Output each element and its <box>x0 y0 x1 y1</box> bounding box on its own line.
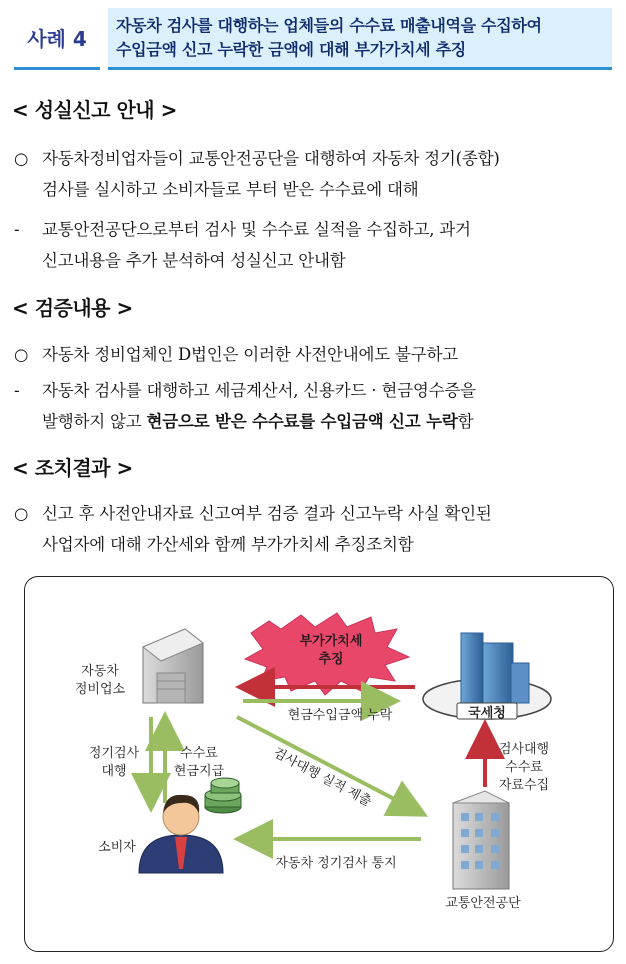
burst-line2: 추징 <box>318 652 344 667</box>
result-p1-line1: 신고 후 사전안내자료 신고여부 검증 결과 신고누락 사실 확인된 <box>42 504 492 523</box>
inspection-proxy-line1: 정기검사 <box>88 746 140 761</box>
repair-shop-label <box>55 663 145 699</box>
inspection-proxy-label <box>79 745 149 781</box>
verify-p2-line1: 자동차 검사를 대행하고 세금계산서, 신용카드 · 현금영수증을 <box>42 381 476 400</box>
verify-p2-line2-bold: 현금으로 받은 수수료를 수입금액 신고 누락 <box>146 412 458 431</box>
arrow-unreported-label: 현금수입금액 누락 <box>287 708 393 723</box>
verify-p2-line2 <box>14 406 614 437</box>
bullet-circle-icon: ○ <box>14 149 29 168</box>
guide-p2-line1: 교통안전공단으로부터 검사 및 수수료 실적을 수집하고, 과거 <box>42 220 471 239</box>
arrow-notice-label: 자동차 정기검사 통지 <box>275 856 397 871</box>
guide-paragraph-2 <box>14 214 614 276</box>
verify-paragraph-2 <box>14 375 614 437</box>
repair-shop-label-text: 자동차 정비업소 <box>74 664 126 697</box>
repair-shop-building-icon <box>143 629 203 703</box>
fee-payment-line1: 수수료 <box>180 746 218 761</box>
result-paragraph-1 <box>14 498 614 560</box>
bullet-circle-icon: ○ <box>14 345 29 364</box>
collect-data-line3: 자료수집 <box>498 778 550 793</box>
section-heading-verify: < 검증내용 > <box>12 296 133 320</box>
case-badge: 사례 4 <box>14 8 100 70</box>
case-title-line2: 수입금액 신고 누락한 금액에 대해 부가가치세 추징 <box>116 40 466 59</box>
case-title <box>108 8 612 70</box>
collect-data-line1: 검사대행 <box>498 742 550 757</box>
collect-data-line2: 수수료 <box>505 760 543 775</box>
arrow-performance-label: 검사대행 실적 제출 <box>270 745 374 810</box>
verify-p2-line2-end: 함 <box>457 412 474 431</box>
result-p1-line2: 사업자에 대해 가산세와 함께 부가가치세 추징조치함 <box>42 535 414 554</box>
section-heading-result: < 조치결과 > <box>12 456 133 480</box>
collect-data-label <box>489 741 559 795</box>
fee-payment-line2: 현금지급 <box>173 764 225 779</box>
case-title-line1: 자동차 검사를 대행하는 업체들의 수수료 매출내역을 수집하여 <box>116 16 542 35</box>
case-header <box>14 8 612 72</box>
flow-diagram <box>24 576 614 952</box>
cash-stack-icon <box>205 778 241 813</box>
burst-line1: 부가가치세 <box>299 634 363 649</box>
section-heading-guide: < 성실신고 안내 > <box>12 98 177 122</box>
guide-p1-line2: 검사를 실시하고 소비자들로 부터 받은 수수료에 대해 <box>42 180 419 199</box>
guide-p2-line2: 신고내용을 추가 분석하여 성실신고 안내함 <box>42 251 346 270</box>
verify-p2-line2-plain: 발행하지 않고 <box>42 412 147 431</box>
agency-label: 교통안전공단 <box>445 896 521 911</box>
guide-p1-line1: 자동차정비업자들이 교통안전공단을 대행하여 자동차 정기(종합) <box>42 149 500 168</box>
bullet-circle-icon: ○ <box>14 504 29 523</box>
verify-p1-line1: 자동차 정비업체인 D법인은 이러한 사전안내에도 불구하고 <box>42 345 458 364</box>
tax-office-label: 국세청 <box>468 706 506 721</box>
agency-building-icon <box>453 791 509 889</box>
bullet-dash-icon: - <box>14 381 20 400</box>
guide-paragraph-1 <box>14 143 614 205</box>
consumer-label: 소비자 <box>98 840 136 855</box>
burst-label <box>271 633 391 669</box>
inspection-proxy-line2: 대행 <box>101 764 127 779</box>
fee-payment-label <box>169 745 229 781</box>
bullet-dash-icon: - <box>14 220 20 239</box>
arrow-performance <box>237 717 421 813</box>
verify-paragraph-1 <box>14 339 614 370</box>
